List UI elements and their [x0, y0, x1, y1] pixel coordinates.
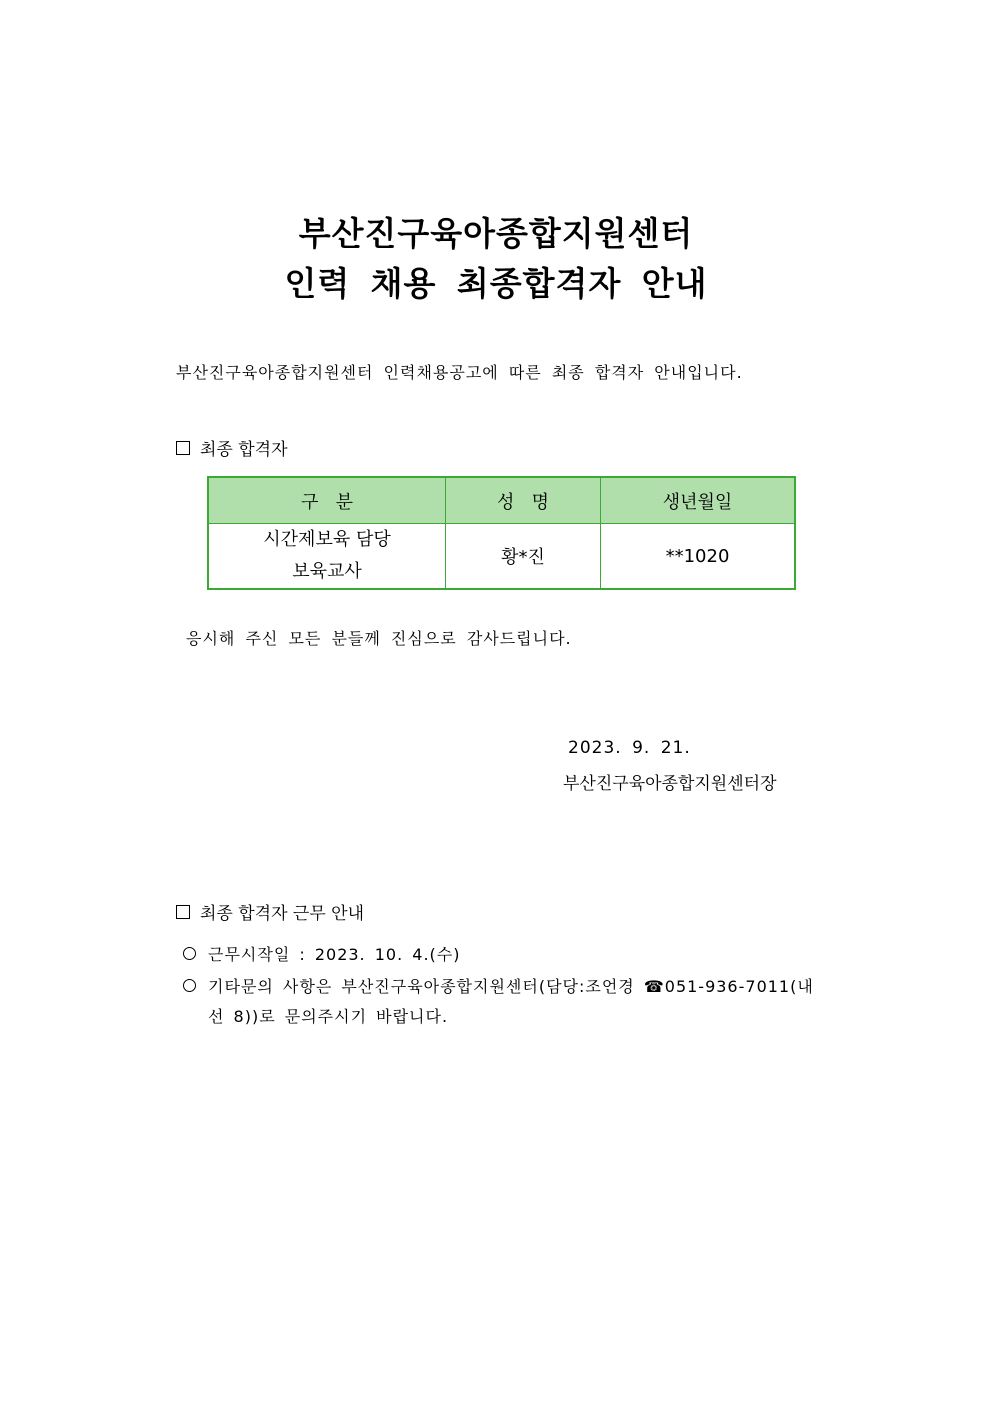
circle-bullet-icon [183, 947, 196, 960]
header-category: 구 분 [208, 477, 446, 524]
checkbox-square-icon [176, 905, 190, 919]
checkbox-square-icon [176, 441, 190, 455]
intro-text: 부산진구육아종합지원센터 인력채용공고에 따른 최종 합격자 안내입니다. [176, 363, 743, 382]
category-line2: 보육교사 [292, 561, 362, 582]
results-table [207, 476, 796, 590]
issue-date: 2023. 9. 21. [568, 738, 691, 758]
cell-name: 황*진 [446, 524, 601, 590]
cell-category [208, 524, 446, 590]
section-final-passers [176, 435, 288, 460]
table-row [208, 524, 795, 590]
header-birth: 생년월일 [601, 477, 796, 524]
thanks-text: 응시해 주신 모든 분들께 진심으로 감사드립니다. [186, 629, 572, 648]
inquiry-text: 기타문의 사항은 부산진구육아종합지원센터(담당:조언경 ☎051-936-7011(내 [208, 977, 814, 996]
document-title: 부산진구육아종합지원센터 [298, 214, 694, 253]
table-header-row [208, 477, 795, 524]
cell-birth: **1020 [601, 524, 796, 590]
section-heading: 최종 합격자 [200, 440, 288, 460]
inquiry-text-continued: 선 8))로 문의주시기 바랍니다. [208, 1007, 449, 1026]
header-name: 성 명 [446, 477, 601, 524]
signer: 부산진구육아종합지원센터장 [563, 774, 777, 794]
section-work-info [176, 899, 364, 924]
document-subtitle: 인력 채용 최종합격자 안내 [284, 264, 708, 303]
list-item [183, 942, 460, 965]
list-item [183, 974, 814, 997]
circle-bullet-icon [183, 979, 196, 992]
category-line1: 시간제보육 담당 [263, 529, 391, 550]
section-heading: 최종 합격자 근무 안내 [200, 904, 365, 924]
start-date-text: 근무시작일 : 2023. 10. 4.(수) [208, 945, 461, 964]
